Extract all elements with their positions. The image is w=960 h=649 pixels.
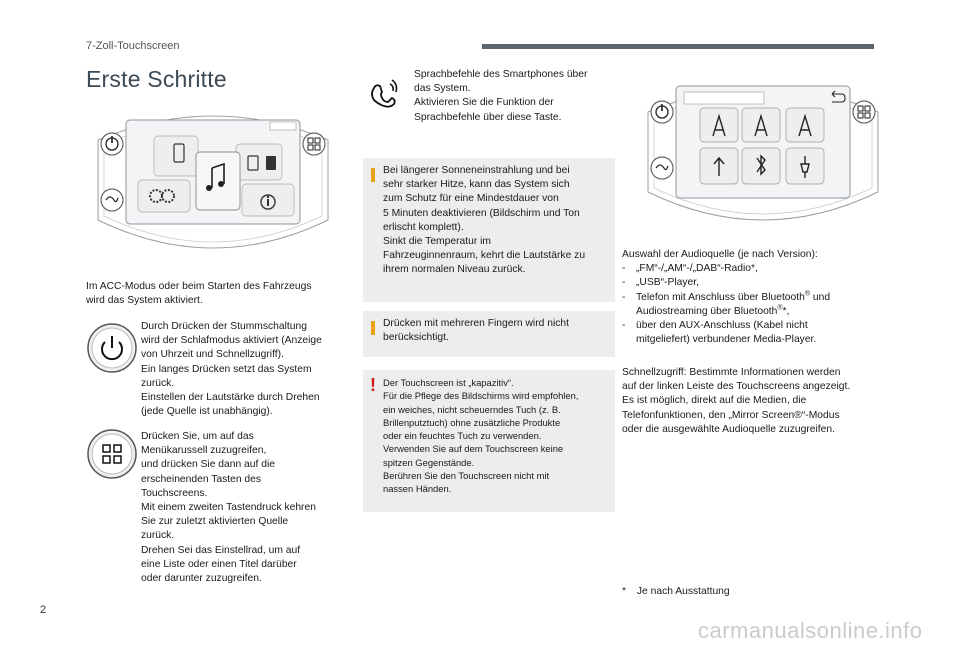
list-item-text (636, 291, 830, 319)
footnote-text: Je nach Ausstattung (636, 586, 730, 597)
info-box-heat (363, 158, 615, 302)
info-box-fingers (363, 311, 615, 357)
list-dash: - (622, 320, 626, 332)
info-icon (371, 321, 375, 335)
intro-text: Im ACC-Modus oder beim Starten des Fahrzeugs wird das System aktiviert. (86, 281, 312, 307)
head-unit-audio-illustration (636, 72, 890, 242)
list-item-text-part: und (810, 291, 831, 303)
list-item-text: über den AUX-Anschluss (Kabel nicht mitgeliefert) verbundener Media-Player. (636, 320, 817, 346)
quick-access-text: Schnellzugriff: Bestimmte Informationen werden auf der linken Leiste des Touchscreens angezeigt. Es ist möglich, direkt auf die Medien, die Telefonfunktionen, den „Mirror Screen®“-Modus oder die ausgewählte Audioquelle zuzugreifen. (622, 367, 851, 435)
footnote (622, 585, 822, 599)
page-title: Erste Schritte (86, 66, 227, 92)
list-item-text-part: *, (782, 305, 790, 317)
list-item-text: „FM“-/„AM“-/„DAB“-Radio*, (636, 263, 758, 275)
list-item (622, 291, 902, 319)
page-number: 2 (40, 604, 47, 616)
warning-box (363, 370, 615, 512)
list-dash: - (622, 263, 626, 275)
power-icon (86, 322, 138, 374)
list-item-text: „USB“-Player, (636, 277, 699, 289)
power-button-description: Durch Drücken der Stummschaltung wird der Schlafmodus aktiviert (Anzeige von Uhrzeit und Schnellzugriff). Ein langes Drücken setzt das System zurück. Einstellen der Lautstärke durch Drehen (jede Quelle ist unabhängig). (141, 321, 322, 418)
warning-icon: ! (370, 375, 376, 395)
warning-box-text: Der Touchscreen ist „kapazitiv“. Für die Pflege des Bildschirms wird empfohlen, ein weiches, nicht scheuerndes Tuch (z. B. Brillenputztuch) ohne zusätzliche Produkte oder ein feuchtes Tuch zu verwenden. Verwenden Sie auf dem Touchscreen keine spitzen Gegenstände. Berühren Sie den Touchscreen nicht mit nassen Händen. (383, 377, 579, 495)
section-header: 7-Zoll-Touchscreen (86, 40, 180, 52)
audio-source-section (622, 248, 902, 347)
menu-button-description: Drücken Sie, um auf das Menükarussell zuzugreifen, und drücken Sie dann auf die erscheinenden Tasten des Touchscreens. Mit einem zweiten Tastendruck kehren Sie zur zuletzt aktivierten Quelle zurück. Drehen Sei das Einstellrad, um auf eine Liste oder einen Titel darüber oder darunter zuzugreifen. (141, 431, 316, 585)
info-box-heat-text: Bei längerer Sonneneinstrahlung und bei sehr starker Hitze, kann das System sich zum Schutz für eine Mindestdauer von 5 Minuten deaktivieren (Bildschirm und Ton erlischt komplett). Sinkt die Temperatur im Fahrzeuginnenraum, kehrt die Lautstärke zu ihrem normalen Niveau zurück. (383, 165, 586, 276)
list-item (622, 262, 902, 276)
info-icon (371, 168, 375, 182)
registered-mark: ® (777, 304, 783, 312)
footnote-mark: * (622, 586, 627, 597)
audio-source-intro: Auswahl der Audioquelle (je nach Version): (622, 249, 818, 260)
header-rule (482, 44, 874, 49)
menu-grid-icon (86, 428, 138, 480)
list-dash: - (622, 277, 626, 289)
voice-command-description: Sprachbefehle des Smartphones über das System. Aktivieren Sie die Funktion der Sprachbefehle über diese Taste. (414, 69, 588, 123)
head-unit-home-illustration (86, 100, 340, 270)
list-dash: - (622, 291, 626, 303)
registered-mark: ® (804, 290, 811, 298)
list-item-text-part: Audiostreaming über Bluetooth (636, 305, 778, 317)
voice-command-icon (364, 72, 408, 112)
watermark: carmanualsonline.info (698, 618, 923, 643)
list-item (622, 319, 902, 347)
info-box-fingers-text: Drücken mit mehreren Fingern wird nicht berücksichtigt. (383, 318, 569, 344)
list-item (622, 276, 902, 290)
list-item-text-part: Telefon mit Anschluss über Bluetooth (636, 291, 805, 303)
